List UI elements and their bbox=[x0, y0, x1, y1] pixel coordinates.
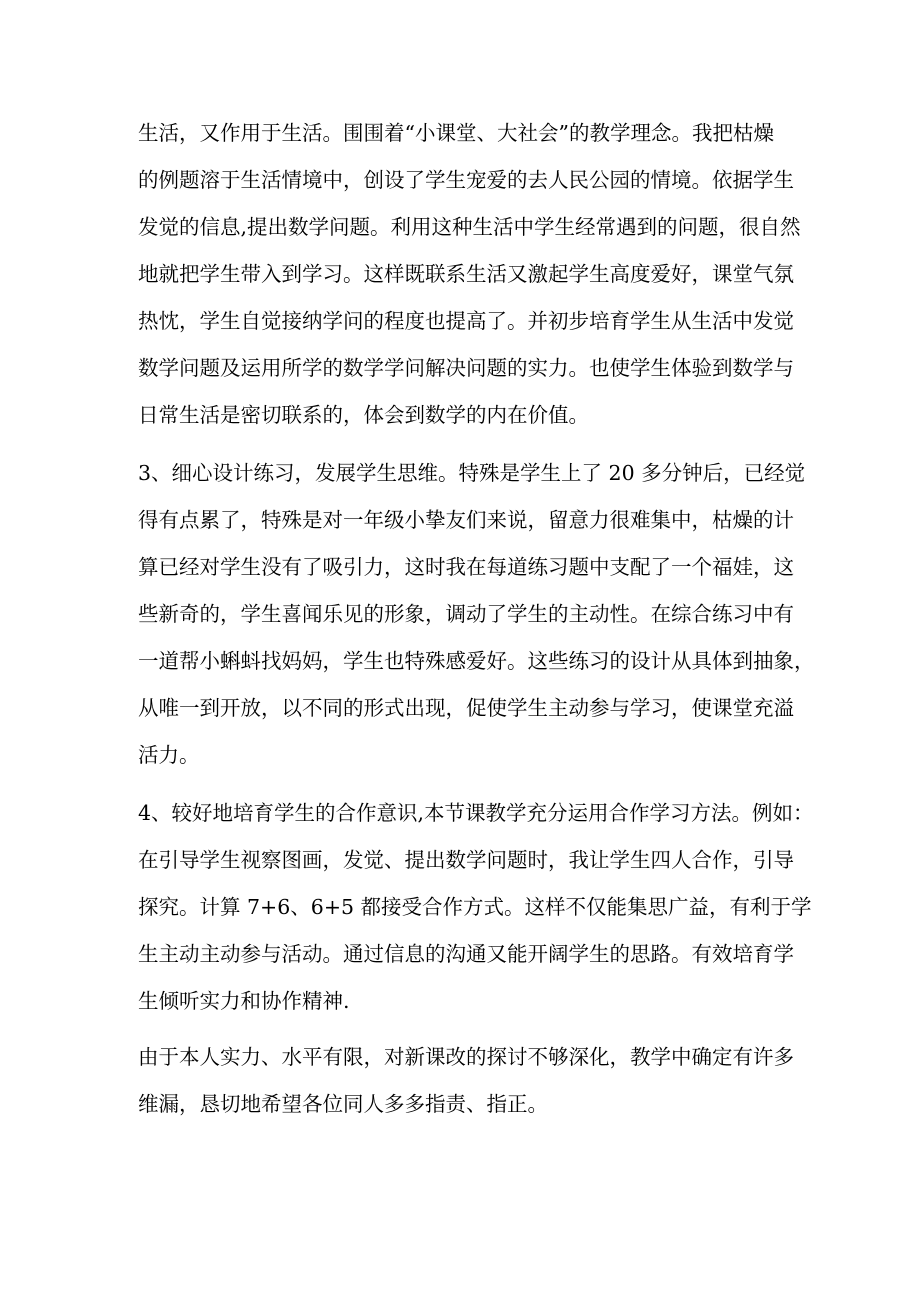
text-line: 探究。计算 7+6、6+5 都接受合作方式。这样不仅能集思广益，有利于学 bbox=[138, 895, 812, 919]
text-line: 数学问题及运用所学的数学学问解决问题的实力。也使学生体验到数学与 bbox=[138, 356, 794, 380]
text-line: 的例题溶于生活情境中，创设了学生宠爱的去人民公园的情境。依据学生 bbox=[138, 168, 794, 192]
text-line: 生倾听实力和协作精神. bbox=[138, 989, 350, 1013]
text-line: 些新奇的，学生喜闻乐见的形象，调动了学生的主动性。在综合练习中有 bbox=[138, 602, 794, 626]
text-line: 得有点累了，特殊是对一年级小挚友们来说，留意力很难集中，枯燥的计 bbox=[138, 508, 794, 532]
text-line: 从唯一到开放，以不同的形式出现，促使学生主动参与学习，使课堂充溢 bbox=[138, 696, 794, 720]
text-line: 日常生活是密切联系的，体会到数学的内在价值。 bbox=[138, 403, 589, 427]
text-line: 算已经对学生没有了吸引力，这时我在每道练习题中支配了一个福娃，这 bbox=[138, 555, 794, 579]
text-line: 一道帮小蝌蚪找妈妈，学生也特殊感爱好。这些练习的设计从具体到抽象， bbox=[138, 649, 815, 673]
text-line: 由于本人实力、水平有限，对新课改的探讨不够深化，教学中确定有许多 bbox=[138, 1045, 794, 1069]
text-line: 维漏，恳切地希望各位同人多多指责、指正。 bbox=[138, 1092, 548, 1116]
text-line: 3、细心设计练习，发展学生思维。特殊是学生上了 20 多分钟后，已经觉 bbox=[138, 461, 806, 485]
text-line: 生主动主动参与活动。通过信息的沟通又能开阔学生的思路。有效培育学 bbox=[138, 942, 794, 966]
text-line: 在引导学生视察图画，发觉、提出数学问题时，我让学生四人合作，引导 bbox=[138, 848, 794, 872]
text-line: 活力。 bbox=[138, 743, 200, 767]
text-line: 热忱，学生自觉接纳学问的程度也提高了。并初步培育学生从生活中发觉 bbox=[138, 309, 794, 333]
text-line: 生活，又作用于生活。围围着“小课堂、大社会”的教学理念。我把枯燥 bbox=[138, 121, 774, 145]
text-line: 发觉的信息,提出数学问题。利用这种生活中学生经常遇到的问题，很自然 bbox=[138, 215, 801, 239]
text-line: 4、较好地培育学生的合作意识,本节课教学充分运用合作学习方法。例如： bbox=[138, 801, 814, 825]
text-line: 地就把学生带入到学习。这样既联系生活又激起学生高度爱好，课堂气氛 bbox=[138, 262, 794, 286]
